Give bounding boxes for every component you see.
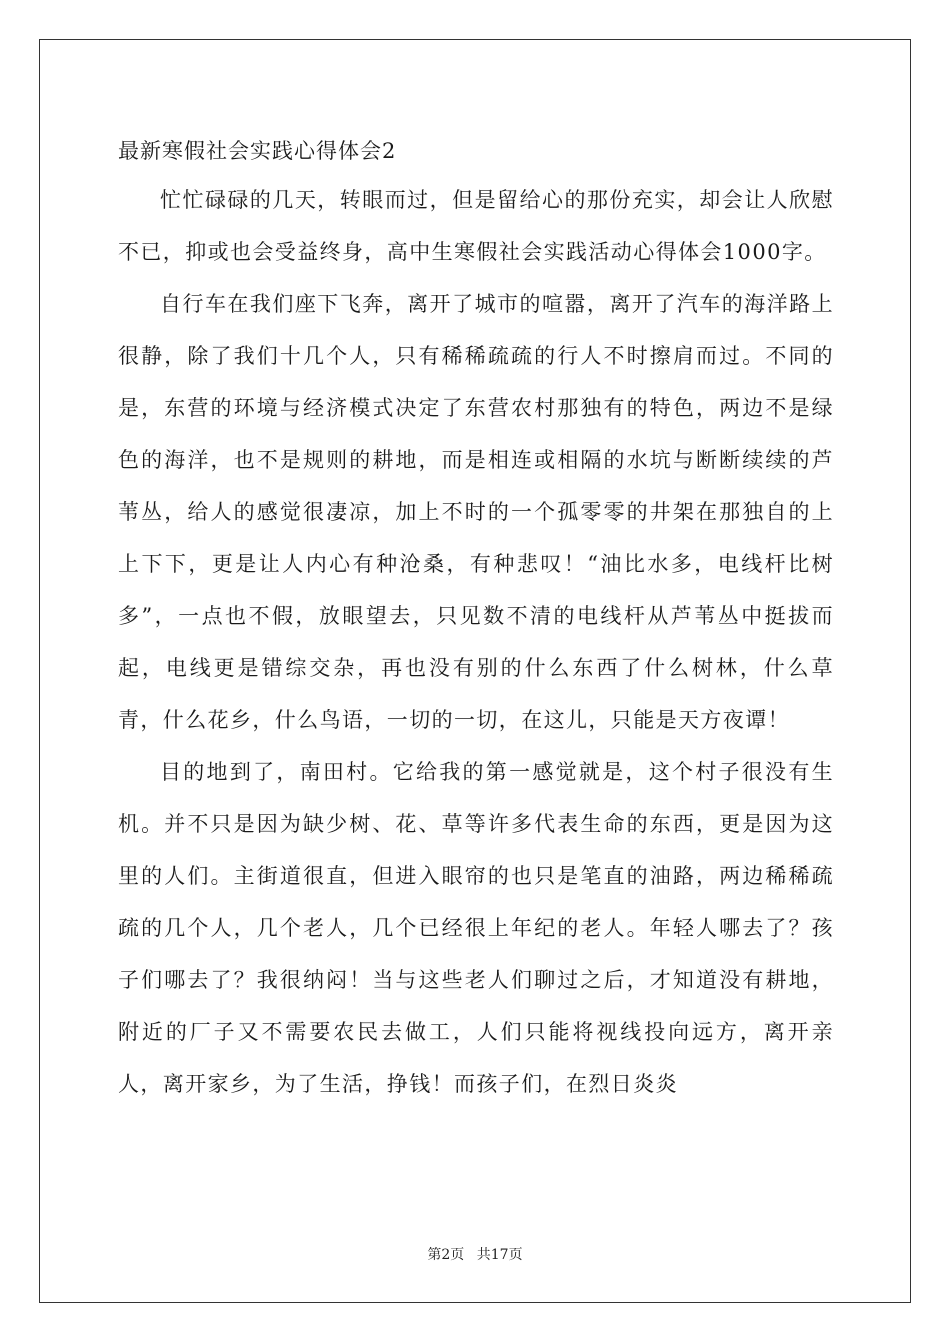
paragraph-3: 目的地到了，南田村。它给我的第一感觉就是，这个村子很没有生机。并不只是因为缺少树、花、草等许多代表生命的东西，更是因为这里的人们。主街道很直，但进入眼帘的也只是笔直的油路，两边稀稀疏疏的几个人，几个老人，几个已经很上年纪的老人。年轻人哪去了？孩子们哪去了？我很纳闷！当与这些老人们聊过之后，才知道没有耕地，附近的厂子又不需要农民去做工，人们只能将视线投向远方，离开亲人，离开家乡，为了生活，挣钱！而孩子们，在烈日炎炎 bbox=[118, 760, 834, 1096]
paragraph-1: 忙忙碌碌的几天，转眼而过，但是留给心的那份充实，却会让人欣慰不已，抑或也会受益终身，高中生寒假社会实践活动心得体会1000字。 bbox=[118, 188, 834, 264]
page-number: 第2页 bbox=[427, 1247, 465, 1263]
document-title: 最新寒假社会实践心得体会2 bbox=[118, 139, 397, 163]
page-total: 共17页 bbox=[476, 1247, 523, 1263]
document-body bbox=[118, 128, 834, 1110]
page-footer bbox=[0, 1244, 950, 1264]
paragraph-2: 自行车在我们座下飞奔，离开了城市的喧嚣，离开了汽车的海洋路上很静，除了我们十几个人，只有稀稀疏疏的行人不时擦肩而过。不同的是，东营的环境与经济模式决定了东营农村那独有的特色，两边不是绿色的海洋，也不是规则的耕地，而是相连或相隔的水坑与断断续续的芦苇丛，给人的感觉很凄凉，加上不时的一个孤零零的井架在那独自的上上下下，更是让人内心有种沧桑，有种悲叹！“油比水多，电线杆比树多”，一点也不假，放眼望去，只见数不清的电线杆从芦苇丛中挺拔而起，电线更是错综交杂，再也没有别的什么东西了什么树林，什么草青，什么花乡，什么鸟语，一切的一切，在这儿，只能是天方夜谭！ bbox=[118, 292, 834, 732]
